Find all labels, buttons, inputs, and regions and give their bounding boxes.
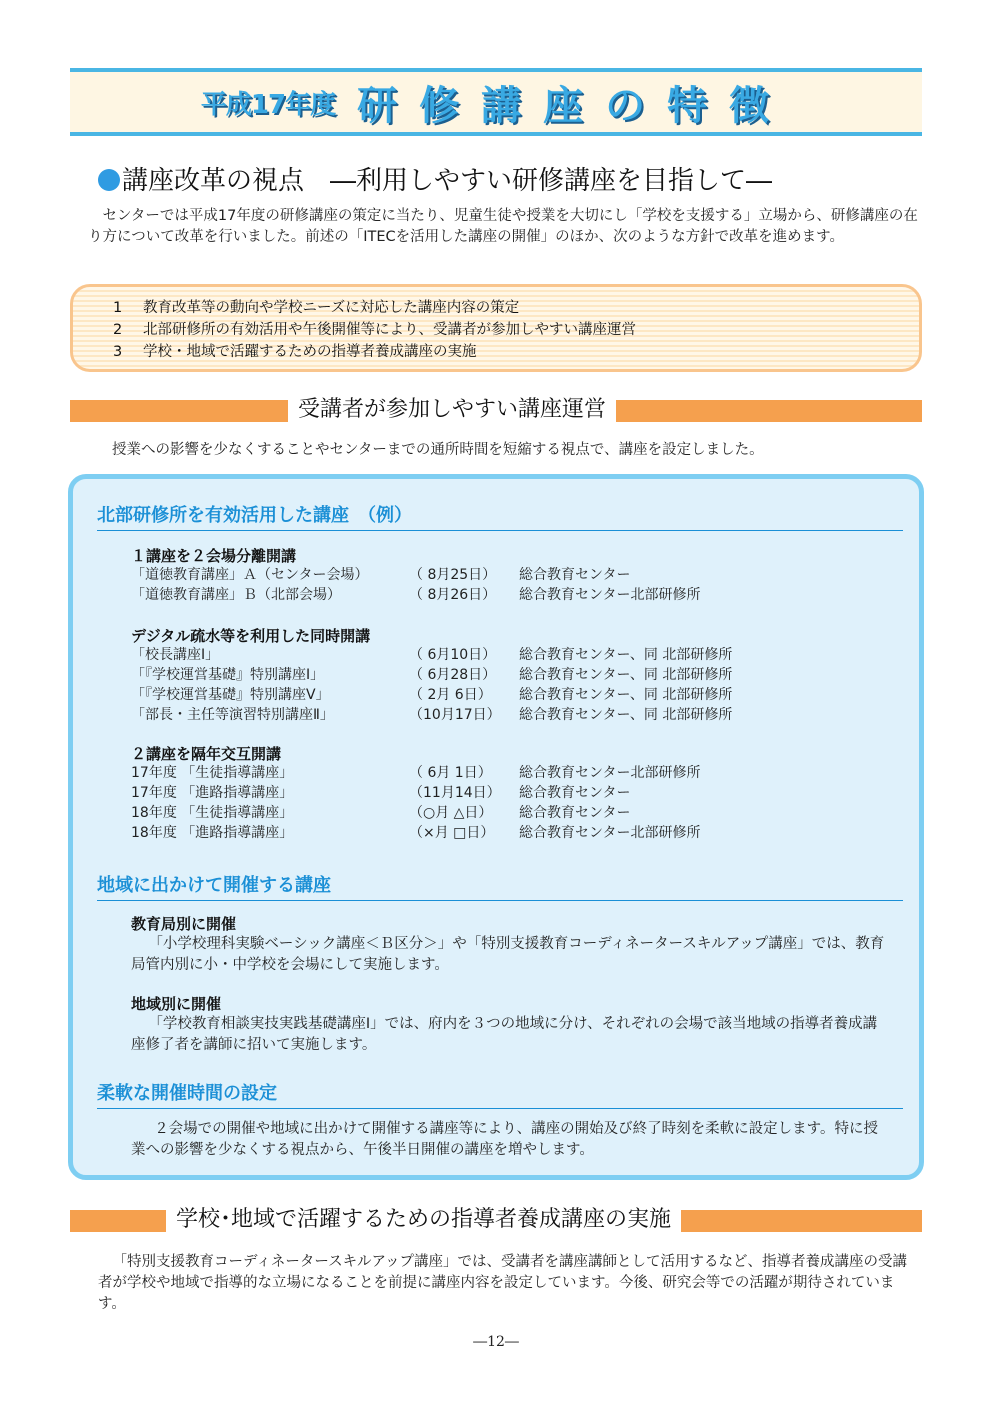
course-place: 総合教育センター、同 北部研修所: [519, 667, 733, 683]
policy-box: [70, 284, 922, 372]
page-title: 研修講座の特徴: [357, 82, 792, 129]
course-date: （ 6月 1日）: [409, 765, 492, 781]
title-year: 平成17年度: [200, 89, 336, 120]
group-title: １講座を２会場分離開講: [131, 547, 297, 565]
page-number: ―12―: [473, 1334, 519, 1350]
course-name: 「『学校運営基礎』特別講座Ⅰ」: [131, 667, 325, 683]
course-place: 総合教育センター北部研修所: [519, 587, 701, 603]
course-place: 総合教育センター: [519, 567, 631, 583]
policy-item: [113, 297, 919, 319]
section-heading: [98, 160, 928, 197]
policy-text: 学校・地域で活躍するための指導者養成講座の実施: [143, 344, 477, 360]
course-name: 「部長・主任等演習特別講座Ⅱ」: [131, 707, 334, 723]
example-panel: [68, 474, 924, 1180]
course-place: 総合教育センター、同 北部研修所: [519, 707, 733, 723]
policy-text: 北部研修所の有効活用や午後開催等により、受講者が参加しやすい講座運営: [143, 322, 636, 338]
course-date: （ 8月25日）: [409, 567, 497, 583]
title-banner: [70, 68, 922, 136]
course-place: 総合教育センター北部研修所: [519, 765, 701, 781]
group-title: ２講座を隔年交互開講: [131, 745, 282, 763]
course-name: 「校長講座Ⅰ」: [131, 647, 220, 663]
course-name: 「道徳教育講座」Ａ（センター会場）: [131, 567, 369, 583]
section-band-1: [70, 397, 922, 422]
course-name: 18年度 「進路指導講座」: [131, 825, 294, 841]
regional-title: 教育局別に開催: [131, 915, 237, 933]
section2-paragraph: 「特別支援教育コーディネータースキルアップ講座」では、受講者を講座講師として活用するなど、指導者養成講座の受講者が学校や地域で指導的な立場になることを前提に講座内容を設定しています。今後、研究会等での活躍が期待されています。: [98, 1254, 907, 1312]
panel-heading-3: 柔軟な開催時間の設定: [97, 1079, 903, 1109]
course-date: （10月17日）: [409, 707, 501, 723]
panel-heading-1: 北部研修所を有効活用した講座 （例）: [97, 501, 903, 531]
course-place: 総合教育センター: [519, 805, 631, 821]
course-date: （ 2月 6日）: [409, 687, 492, 703]
course-name: 「『学校運営基礎』特別講座Ⅴ」: [131, 687, 330, 703]
group-title: デジタル疏水等を利用した同時開講: [131, 627, 371, 645]
course-date: （×月 □日）: [409, 825, 495, 841]
policy-item: [113, 341, 919, 363]
policy-text: 教育改革等の動向や学校ニーズに対応した講座内容の策定: [143, 300, 520, 316]
course-name: 17年度 「生徒指導講座」: [131, 765, 294, 781]
course-name: 17年度 「進路指導講座」: [131, 785, 294, 801]
policy-item: [113, 319, 919, 341]
course-date: （11月14日）: [409, 785, 501, 801]
course-name: 18年度 「生徒指導講座」: [131, 805, 294, 821]
section-title-2: 学校･地域で活躍するための指導者養成講座の実施: [166, 1202, 681, 1238]
course-date: （ 6月28日）: [409, 667, 497, 683]
flex-text: ２会場での開催や地域に出かけて開催する講座等により、講座の開始及び終了時刻を柔軟に設定します。特に授業への影響を少なくする視点から、午後半日開催の講座を増やします。: [131, 1121, 879, 1158]
bullet-icon: [98, 169, 120, 191]
course-name: 「道徳教育講座」Ｂ（北部会場）: [131, 587, 341, 603]
course-date: （○月 △日）: [409, 805, 493, 821]
panel-heading-2: 地域に出かけて開催する講座: [97, 871, 903, 901]
heading-text: 講座改革の視点 ―利用しやすい研修講座を目指して―: [122, 166, 773, 196]
policy-number: 2: [113, 322, 123, 338]
course-date: （ 8月26日）: [409, 587, 497, 603]
section-lead: 授業への影響を少なくすることやセンターまでの通所時間を短縮する視点で、講座を設定しました。: [112, 442, 764, 458]
course-place: 総合教育センター: [519, 785, 631, 801]
course-date: （ 6月10日）: [409, 647, 497, 663]
intro-paragraph: センターでは平成17年度の研修講座の策定に当たり、児童生徒や授業を大切にし「学校を支援する」立場から、研修講座の在り方について改革を行いました。前述の「ITECを活用した講座の開催」のほか、次のような方針で改革を進めます。: [88, 208, 918, 245]
section-title-1: 受講者が参加しやすい講座運営: [288, 392, 616, 428]
course-place: 総合教育センター北部研修所: [519, 825, 701, 841]
regional-text: 「学校教育相談実技実践基礎講座Ⅰ」では、府内を３つの地域に分け、それぞれの会場で該当地域の指導者養成講座修了者を講師に招いて実施します。: [131, 1016, 878, 1053]
course-place: 総合教育センター、同 北部研修所: [519, 647, 733, 663]
regional-text: 「小学校理科実験ベーシック講座＜Ｂ区分＞」や「特別支援教育コーディネータースキルアップ講座」では、教育局管内別に小・中学校を会場にして実施します。: [131, 936, 885, 973]
policy-number: 1: [113, 300, 123, 316]
course-place: 総合教育センター、同 北部研修所: [519, 687, 733, 703]
section-band-2: [70, 1207, 922, 1232]
policy-number: 3: [113, 344, 123, 360]
regional-title: 地域別に開催: [131, 995, 222, 1013]
